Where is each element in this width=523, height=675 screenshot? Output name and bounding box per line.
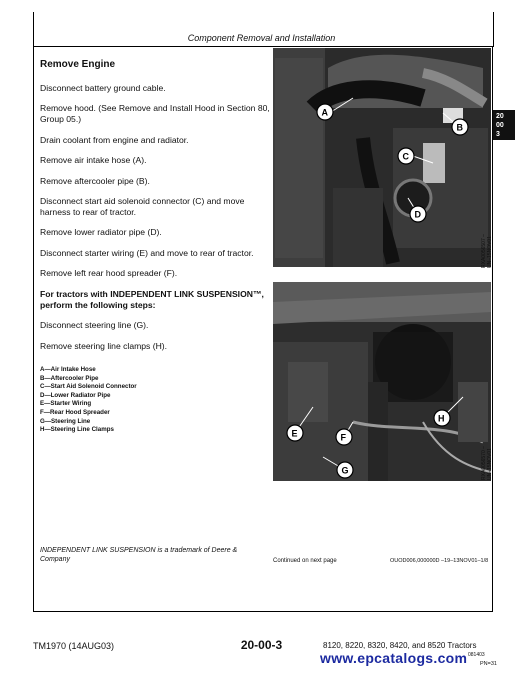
watermark: www.epcatalogs.com (320, 650, 468, 666)
callout-f (336, 422, 353, 445)
callout-legend (40, 366, 137, 435)
figure-2-photo (273, 282, 491, 481)
step-4: Remove air intake hose (A). (40, 155, 147, 165)
footer-date-code: 081403 (468, 652, 485, 658)
legend-item: A—Air Intake Hose (40, 366, 96, 373)
trademark-note: INDEPENDENT LINK SUSPENSION is a trademark of Deere & Company (40, 547, 238, 563)
legend-item: B—Aftercooler Pipe (40, 374, 99, 382)
svg-text:E: E (291, 428, 298, 439)
svg-text:H: H (438, 413, 445, 424)
step-1: Disconnect battery ground cable. (40, 83, 166, 93)
step-5: Remove aftercooler pipe (B). (40, 176, 150, 186)
figure-1-code: RXA0056507 –UN–15NOV01 (481, 234, 493, 268)
continued-note: Continued on next page (273, 558, 337, 564)
callout-h (434, 397, 463, 426)
figure-2-code: RXA0056570 –UN–15NOV01 (481, 446, 493, 480)
callout-e (287, 407, 313, 441)
callout-a (317, 98, 353, 120)
callout-g (323, 457, 353, 478)
svg-text:B: B (456, 122, 463, 133)
legend-item: D—Lower Radiator Pipe (40, 391, 111, 399)
svg-text:F: F (340, 432, 346, 443)
ils-note: For tractors with INDEPENDENT LINK SUSPENSION™, perform the following steps: (40, 289, 264, 310)
legend-item: C—Start Aid Solenoid Connector (40, 383, 137, 391)
svg-text:G: G (341, 465, 349, 476)
figure-2-callouts (273, 282, 491, 481)
figure-1-photo (273, 48, 491, 267)
figure-1-callouts (273, 48, 491, 267)
legend-item: E—Starter Wiring (40, 400, 92, 408)
document-code: OUOD006,000000D –19–13NOV01–1/8 (390, 558, 489, 564)
legend-item: G—Steering Line (40, 417, 91, 425)
callout-d (408, 198, 426, 222)
section-tab (493, 110, 515, 140)
footer-manual-id: TM1970 (14AUG03) (33, 641, 115, 651)
section-tab-line1: 20 (496, 113, 504, 120)
callout-b (443, 113, 468, 135)
callout-c (398, 148, 433, 164)
svg-text:D: D (414, 209, 421, 220)
section-tab-line3: 3 (496, 131, 500, 138)
section-tab-line2: 00 (496, 122, 504, 129)
step-6: Disconnect start aid solenoid connector (C) and move harness to rear of tractor. (40, 196, 245, 217)
svg-text:A: A (321, 107, 328, 118)
ils-step-1: Disconnect steering line (G). (40, 320, 149, 330)
step-8: Disconnect starter wiring (E) and move to rear of tractor. (40, 248, 254, 258)
step-9: Remove left rear hood spreader (F). (40, 268, 178, 278)
footer-models: 8120, 8220, 8320, 8420, and 8520 Tractors (323, 641, 477, 650)
legend-item: F—Rear Hood Spreader (40, 408, 110, 416)
ils-step-2: Remove steering line clamps (H). (40, 341, 168, 351)
section-title: Remove Engine (40, 59, 116, 70)
legend-item: H—Steering Line Clamps (40, 426, 114, 434)
step-2: Remove hood. (See Remove and Install Hood in Section 80, Group 05.) (40, 103, 270, 124)
page-header-title: Component Removal and Installation (187, 33, 336, 43)
footer-page-number: 20-00-3 (240, 638, 283, 652)
step-7: Remove lower radiator pipe (D). (40, 227, 162, 237)
svg-text:C: C (402, 151, 409, 162)
step-3: Drain coolant from engine and radiator. (40, 135, 189, 145)
footer-pn: PN=31 (480, 661, 497, 667)
